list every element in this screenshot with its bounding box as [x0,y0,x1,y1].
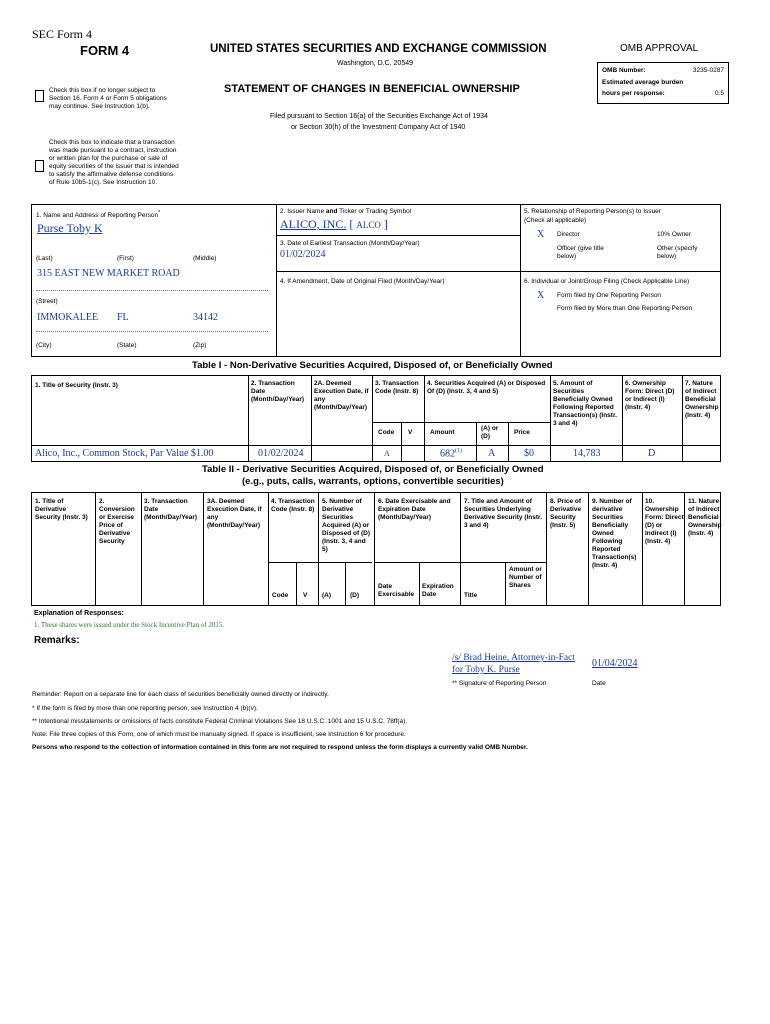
issuer-name-link[interactable]: ALICO, INC. [280,217,347,231]
t1-sub-amount: Amount [430,429,455,436]
filed-pursuant-line1: Filed pursuant to Section 16(a) of the Securities Exchange Act of 1934 [270,113,488,120]
t1-row-code: A [384,449,390,458]
t1-row-price: $0 [524,448,534,459]
t1-sub-code: Code [378,429,395,436]
t1-sub-price: Price [514,429,530,436]
t1-h5: 5. Amount of Securities Beneficially Owned Following Reported Transaction(s) (Instr. 3 and 4) [553,380,617,427]
table-two-title: Table II - Derivative Securities Acquired, Disposed of, or Beneficially Owned [202,464,544,475]
commission-title: UNITED STATES SECURITIES AND EXCHANGE COMMISSION [210,43,547,55]
city-label: (City) [36,342,52,349]
omb-response-note: Persons who respond to the collection of information contained in this form are not required to respond unless the form displays a currently valid OMB Number. [32,744,528,751]
t2-sub-v: V [303,592,308,599]
t2-sub-code: Code [272,592,289,599]
multiple-persons-label: Form filed by More than One Reporting Person [557,305,693,312]
table-one-title: Table I - Non-Derivative Securities Acquired, Disposed of, or Beneficially Owned [192,360,553,371]
statement-title: STATEMENT OF CHANGES IN BENEFICIAL OWNERSHIP [224,83,520,95]
relationship-label: 5. Relationship of Reporting Person(s) to Issuer [524,208,661,215]
t2-h11: 11. Nature of Indirect Beneficial Ownership (Instr. 4) [688,498,722,537]
omb-approval-title: OMB APPROVAL [620,43,699,54]
no-longer-subject-text: Check this box if no longer subject to Section 16. Form 4 or Form 5 obligations may continue. See Instruction 1(b). [49,87,167,110]
zip-label: (Zip) [193,342,207,349]
rule-10b5-text: Check this box to indicate that a transaction was made pursuant to a contract, instruction or written plan for the purchase or sale of equity securities of the issuer that is intended to satisfy the affirmative defense conditions of Rule 10b5-1(c). See Instruction 10. [49,139,179,186]
t2-h3a: 3A. Deemed Execution Date, if any (Month/Day/Year) [207,498,262,529]
t2-sub-d: (D) [350,592,360,599]
omb-box [597,62,729,104]
t2-h2: 2. Conversion or Exercise Price of Derivative Security [99,498,135,545]
t1-h1: 1. Title of Security (Instr. 3) [35,382,118,389]
signature-date: 01/04/2024 [592,658,638,669]
omb-number-label: OMB Number: [602,67,646,74]
earliest-transaction-label: 3. Date of Earliest Transaction (Month/Day/Year) [280,240,420,247]
t1-h6: 6. Ownership Form: Direct (D) or Indirect (I) (Instr. 4) [625,380,675,411]
t1-sub-v: V [408,429,413,436]
table-two-subtitle: (e.g., puts, calls, warrants, options, convertible securities) [242,476,504,487]
t1-row-form: D [648,448,656,459]
t2-h7: 7. Title and Amount of Securities Underlying Derivative Security (Instr. 3 and 4) [464,498,543,529]
reporting-person-label: 1. Name and Address of Reporting Person* [36,210,161,220]
t2-h1: 1. Title of Derivative Security (Instr. 3) [35,498,88,521]
burden-label-1: Estimated average burden [602,79,684,86]
street-value: 315 EAST NEW MARKET ROAD [37,268,180,279]
t1-h2: 2. Transaction Date (Month/Day/Year) [251,380,305,403]
t2-sub-amount: Amount or Number of Shares [509,566,542,589]
city-value: IMMOKALEE [37,312,99,323]
t2-sub-exercisable: Date Exercisable [378,583,415,598]
t2-h3: 3. Transaction Date (Month/Day/Year) [144,498,198,521]
t2-h10: 10. Ownership Form: Direct (D) or Indirect (I) (Instr. 4) [645,498,684,545]
t2-h9: 9. Number of derivative Securities Beneficially Owned Following Reported Transaction(s) (Instr. 4) [592,498,637,569]
date-label: Date [592,680,606,687]
t2-h4: 4. Transaction Code (Instr. 8) [271,498,315,513]
director-x-mark[interactable]: X [537,229,545,240]
omb-number-value: 3235-0287 [692,67,724,74]
footnote-1-ref: (1) [455,448,462,454]
t1-row-title: Alico, Inc., Common Stock, Par Value $1.00 [35,448,214,459]
t2-sub-expiration: Expiration Date [422,583,454,598]
director-label: Director [557,231,580,238]
reminder-text: Reminder: Report on a separate line for each class of securities beneficially owned directly or indirectly. [32,691,329,698]
rule-10b5-checkbox[interactable] [35,160,44,172]
t1-h7: 7. Nature of Indirect Beneficial Ownership (Instr. 4) [685,380,719,419]
burden-label-2: hours per response: [602,90,665,97]
burden-value: 0.5 [714,90,724,97]
zip-value: 34142 [193,312,218,323]
filed-pursuant-line2: or Section 30(h) of the Investment Company Act of 1940 [291,124,466,131]
ten-pct-owner-label: 10% Owner [657,231,691,238]
t1-row-amount: 682$^{(1)}$ [440,448,462,460]
signature-line-1: /s/ Brad Heine, Attorney-in-Fact [452,653,575,663]
issuer-name: ALICO, INC. [ ALCO ] [280,217,388,231]
explanation-label: Explanation of Responses: [34,610,124,617]
one-person-label: Form filed by One Reporting Person [557,292,662,299]
relationship-sublabel: (Check all applicable) [524,217,587,224]
t1-row-owned: 14,783 [573,448,601,459]
street-label: (Street) [36,298,58,305]
remarks-label: Remarks: [34,635,80,646]
issuer-label: 2. Issuer Name and Ticker or Trading Symbol [280,208,412,215]
middle-label: (Middle) [193,255,217,262]
state-value: FL [117,312,129,323]
amendment-date-label: 4. If Amendment, Date of Original Filed (Month/Day/Year) [280,278,445,285]
t1-h4: 4. Securities Acquired (A) or Disposed Of (D) (Instr. 3, 4 and 5) [427,380,546,395]
t1-h3: 3. Transaction Code (Instr. 8) [375,380,419,395]
signature-label: ** Signature of Reporting Person [452,680,547,687]
commission-location: Washington, D.C. 20549 [337,60,414,67]
state-label: (State) [117,342,137,349]
t1-h2a: 2A. Deemed Execution Date, if any (Month/Day/Year) [314,380,369,411]
t2-sub-title: Title [464,592,478,599]
t2-h5: 5. Number of Derivative Securities Acquired (A) or Disposed of (D) (Instr. 3, 4 and 5) [322,498,371,553]
t1-row-date: 01/02/2024 [258,448,304,459]
last-label: (Last) [36,255,53,262]
t2-h6: 6. Date Exercisable and Expiration Date (Month/Day/Year) [378,498,451,521]
sec-form-label: SEC Form 4 [32,27,93,41]
ticker-symbol: ALCO [356,220,381,230]
form-title: FORM 4 [80,43,130,58]
footnote-1: 1. These shares were issued under the Stock Incentive Plan of 2015. [34,621,225,629]
filing-type-label: 6. Individual or Joint/Group Filing (Check Applicable Line) [524,278,690,285]
other-label: Other (specify below) [657,245,698,260]
multiple-persons-note: * If the form is filed by more than one reporting person, see Instruction 4 (b)(v). [32,705,258,712]
signature-line-2: for Toby K. Purse [452,665,520,675]
t2-h8: 8. Price of Derivative Security (Instr. 5) [550,498,582,529]
no-longer-subject-checkbox[interactable] [35,90,44,102]
criminal-violations-note: ** Intentional misstatements or omissions of facts constitute Federal Criminal Violations See 18 U.S.C. 1001 and 15 U.S.C. 78ff(a). [32,718,408,725]
t1-sub-ad: (A) or (D) [481,425,499,440]
earliest-transaction-value: 01/02/2024 [280,249,326,260]
t2-sub-a: (A) [322,592,332,599]
file-copies-note: Note: File three copies of this Form, one of which must be manually signed. If space is insufficient, see Instruction 6 for procedure. [32,731,406,738]
officer-label: Officer (give title below) [557,245,604,260]
reporting-person-name-link[interactable]: Purse Toby K [37,221,103,235]
t1-row-ad: A [488,448,496,459]
one-person-x-mark[interactable]: X [537,290,545,301]
first-label: (First) [117,255,134,262]
